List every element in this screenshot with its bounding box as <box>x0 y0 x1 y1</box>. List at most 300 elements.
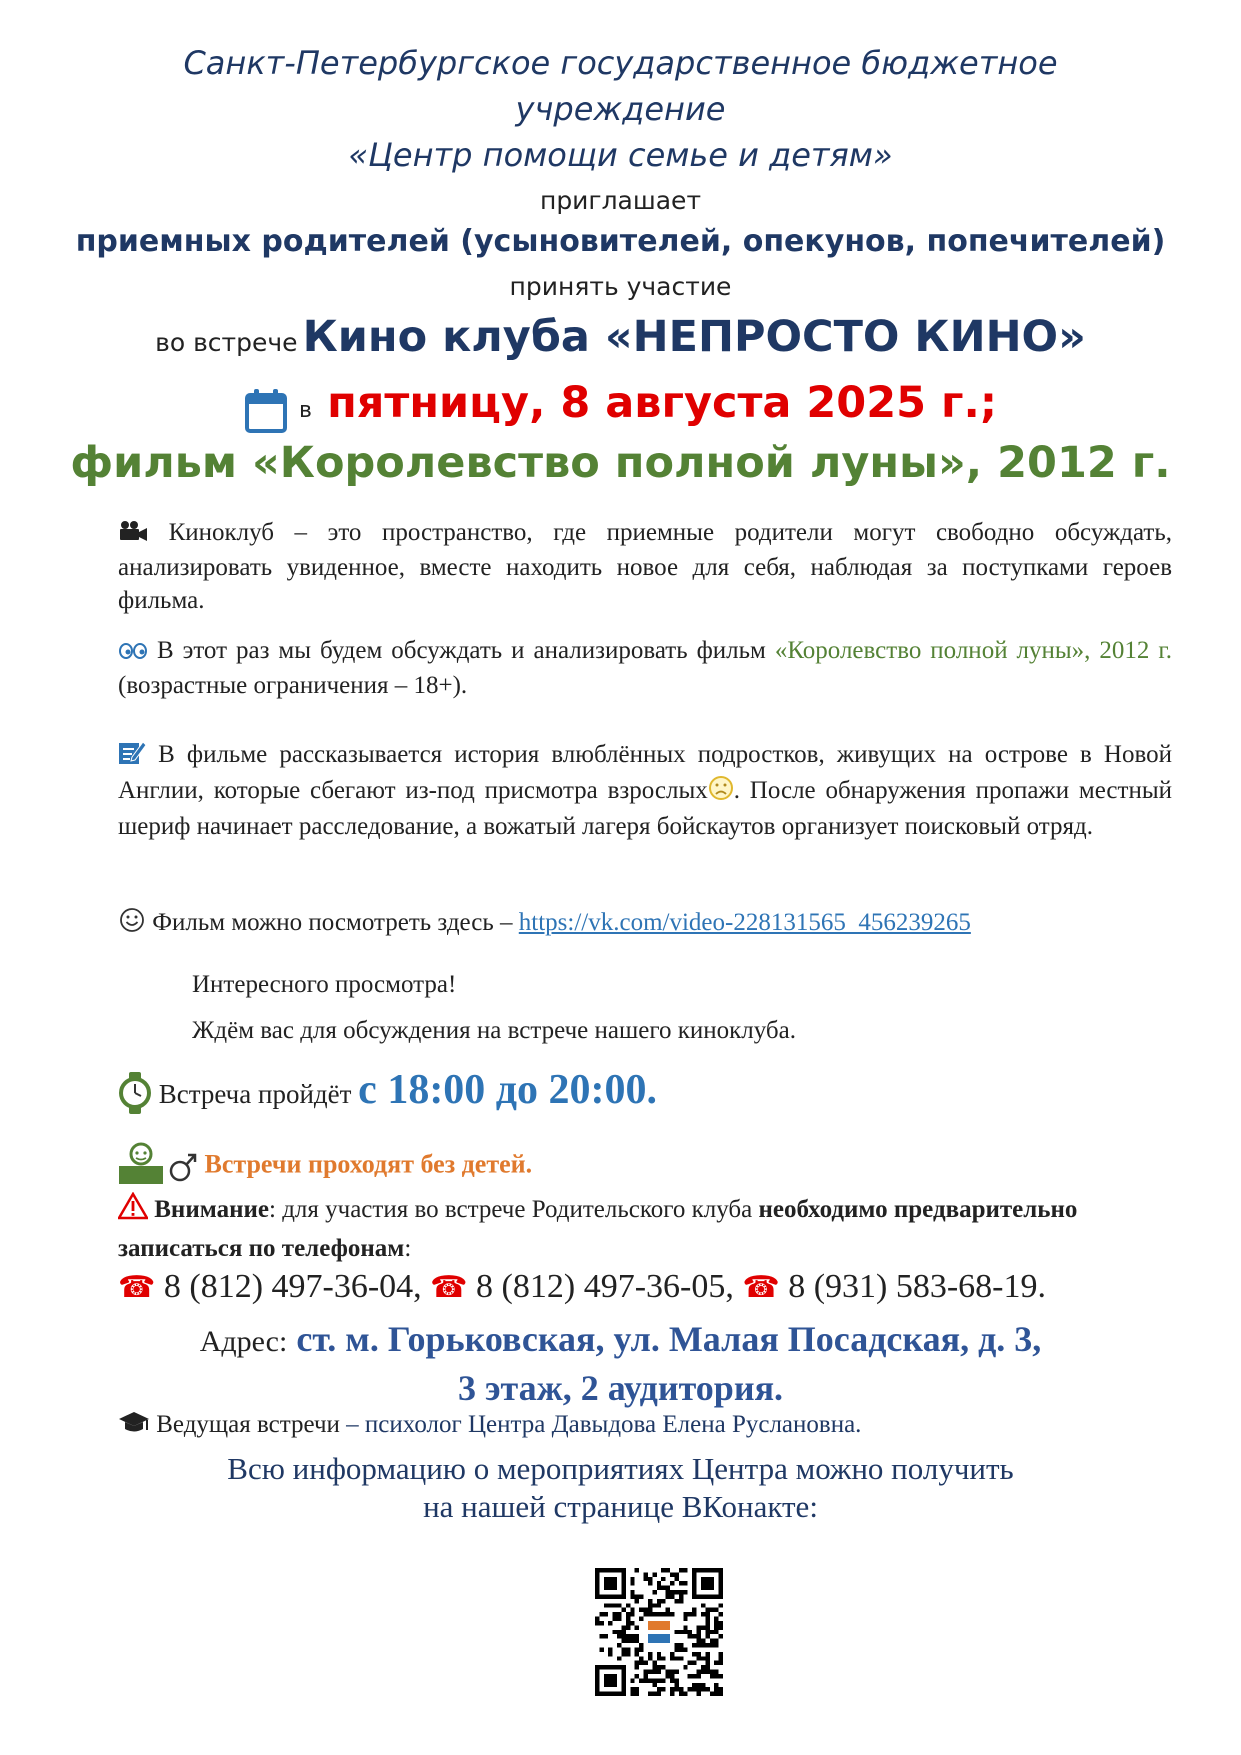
qr-module <box>692 1634 696 1638</box>
qr-module <box>697 1656 701 1660</box>
enjoy-text: Интересного просмотра! <box>192 971 457 998</box>
qr-module <box>595 1621 599 1625</box>
qr-module <box>666 1674 670 1678</box>
qr-module <box>670 1590 674 1594</box>
paragraph-2-end: (возрастные ограничения – 18+). <box>118 671 468 699</box>
qr-module <box>621 1634 625 1638</box>
qr-module <box>630 1590 634 1594</box>
qr-module <box>657 1670 661 1674</box>
qr-module <box>635 1599 639 1603</box>
qr-module <box>617 1643 621 1647</box>
org-line-3: «Центр помощи семье и детям» <box>348 136 893 174</box>
qr-module <box>674 1678 678 1682</box>
qr-module <box>674 1643 678 1647</box>
qr-finder-bottom-left <box>595 1665 626 1696</box>
qr-module <box>719 1692 723 1696</box>
date-prefix: в <box>299 398 312 423</box>
qr-module <box>652 1661 656 1665</box>
qr-module <box>635 1665 639 1669</box>
qr-module <box>679 1687 683 1691</box>
qr-module <box>604 1612 608 1616</box>
qr-module <box>608 1621 612 1625</box>
audience-text: приемных родителей (усыновителей, опекунов, попечителей) <box>75 224 1166 259</box>
qr-module <box>670 1656 674 1660</box>
qr-module <box>644 1572 648 1576</box>
qr-module <box>674 1683 678 1687</box>
qr-module <box>621 1639 625 1643</box>
qr-module <box>710 1630 714 1634</box>
attention-bold-text: необходимо предварительно записаться по телефонам <box>118 1196 1078 1262</box>
qr-module <box>679 1643 683 1647</box>
qr-module <box>639 1617 643 1621</box>
attention-end: : <box>404 1235 412 1262</box>
meeting-name: Кино клуба «НЕПРОСТО КИНО» <box>302 312 1086 362</box>
qr-module <box>705 1630 709 1634</box>
qr-module <box>639 1643 643 1647</box>
qr-module <box>701 1665 705 1669</box>
qr-module <box>701 1612 705 1616</box>
paragraph-cinema-club <box>118 516 1172 617</box>
qr-module <box>714 1692 718 1696</box>
qr-module <box>652 1572 656 1576</box>
no-children-notice <box>118 1140 532 1193</box>
qr-module <box>604 1603 608 1607</box>
qr-module <box>705 1687 709 1691</box>
qr-module <box>630 1621 634 1625</box>
qr-module <box>679 1590 683 1594</box>
participate-text: принять участие <box>509 272 732 301</box>
qr-module <box>705 1643 709 1647</box>
qr-module <box>679 1630 683 1634</box>
qr-module <box>683 1617 687 1621</box>
qr-module <box>719 1621 723 1625</box>
qr-module <box>635 1661 639 1665</box>
qr-module <box>674 1670 678 1674</box>
qr-module <box>604 1634 608 1638</box>
qr-module <box>635 1692 639 1696</box>
time-value: с 18:00 до 20:00. <box>358 1067 658 1113</box>
qr-module <box>692 1674 696 1678</box>
qr-module <box>630 1678 634 1682</box>
calendar-icon <box>244 388 288 438</box>
qr-module <box>661 1612 665 1616</box>
qr-module <box>719 1652 723 1656</box>
attention-notice <box>118 1192 1172 1267</box>
address-line-2: 3 этаж, 2 аудитория. <box>457 1368 784 1408</box>
qr-module <box>621 1647 625 1651</box>
qr-module <box>644 1608 648 1612</box>
video-link[interactable]: https://vk.com/video-228131565_456239265 <box>518 909 971 937</box>
paragraph-4-text: Фильм можно посмотреть здесь – <box>152 909 513 937</box>
address <box>0 1316 1241 1411</box>
qr-module <box>719 1656 723 1660</box>
qr-module <box>626 1621 630 1625</box>
qr-module <box>674 1577 678 1581</box>
qr-module <box>688 1612 692 1616</box>
qr-module <box>666 1590 670 1594</box>
qr-module <box>719 1625 723 1629</box>
org-line-1: Санкт-Петербургское государственное бюджетное <box>183 44 1058 82</box>
qr-module <box>688 1634 692 1638</box>
qr-module <box>630 1639 634 1643</box>
qr-module <box>644 1678 648 1682</box>
qr-module <box>697 1625 701 1629</box>
paragraph-2-film: «Королевство полной луны», 2012 г. <box>774 637 1173 664</box>
qr-module <box>688 1674 692 1678</box>
qr-module <box>670 1692 674 1696</box>
qr-module <box>617 1603 621 1607</box>
qr-module <box>617 1656 621 1660</box>
qr-module <box>710 1670 714 1674</box>
no-children-text: Встречи проходят без детей. <box>204 1149 533 1179</box>
qr-module <box>613 1617 617 1621</box>
qr-module <box>683 1568 687 1572</box>
qr-module <box>714 1630 718 1634</box>
qr-module <box>648 1612 652 1616</box>
meeting-title <box>0 312 1241 362</box>
qr-module <box>652 1683 656 1687</box>
qr-module <box>626 1639 630 1643</box>
qr-module <box>705 1634 709 1638</box>
qr-module <box>683 1590 687 1594</box>
qr-module <box>697 1674 701 1678</box>
qr-module <box>652 1665 656 1669</box>
qr-module <box>644 1674 648 1678</box>
qr-module <box>683 1581 687 1585</box>
qr-module <box>701 1603 705 1607</box>
qr-module <box>710 1674 714 1678</box>
qr-module <box>701 1639 705 1643</box>
qr-module <box>666 1608 670 1612</box>
qr-module <box>608 1647 612 1651</box>
qr-module <box>630 1577 634 1581</box>
qr-module <box>608 1603 612 1607</box>
qr-module <box>630 1692 634 1696</box>
qr-module <box>613 1603 617 1607</box>
qr-module <box>626 1625 630 1629</box>
address-line-2-wrap <box>0 1365 1241 1411</box>
qr-module <box>697 1652 701 1656</box>
qr-module <box>710 1643 714 1647</box>
qr-module <box>657 1656 661 1660</box>
qr-module <box>630 1608 634 1612</box>
qr-module <box>635 1674 639 1678</box>
qr-module <box>599 1647 603 1651</box>
qr-module <box>652 1590 656 1594</box>
qr-module <box>710 1608 714 1612</box>
qr-module <box>701 1687 705 1691</box>
qr-module <box>714 1621 718 1625</box>
qr-module <box>657 1581 661 1585</box>
qr-module <box>617 1612 621 1616</box>
qr-module <box>635 1647 639 1651</box>
qr-module <box>613 1630 617 1634</box>
qr-module <box>697 1634 701 1638</box>
qr-module <box>666 1586 670 1590</box>
qr-module <box>705 1652 709 1656</box>
qr-module <box>705 1625 709 1629</box>
phone-icon: ☎ <box>118 1271 156 1304</box>
meeting-prefix: во встрече <box>155 328 298 357</box>
qr-module <box>661 1656 665 1660</box>
qr-module <box>719 1661 723 1665</box>
qr-module <box>621 1625 625 1629</box>
qr-module <box>705 1617 709 1621</box>
qr-module <box>670 1581 674 1585</box>
eyes-icon <box>118 636 148 669</box>
host-text: – психолог Центра Давыдова Елена Руслановна. <box>346 1411 862 1439</box>
qr-module <box>635 1625 639 1629</box>
qr-module <box>692 1643 696 1647</box>
qr-module <box>719 1674 723 1678</box>
qr-module <box>639 1647 643 1651</box>
qr-module <box>630 1634 634 1638</box>
qr-module <box>670 1572 674 1576</box>
qr-module <box>705 1608 709 1612</box>
qr-module <box>697 1670 701 1674</box>
film-title: фильм «Королевство полной луны», 2012 г. <box>70 438 1171 488</box>
paragraph-discussion <box>118 634 1172 702</box>
qr-module <box>648 1692 652 1696</box>
qr-module <box>705 1665 709 1669</box>
qr-module <box>648 1656 652 1660</box>
qr-module <box>714 1643 718 1647</box>
qr-module <box>635 1594 639 1598</box>
qr-module <box>644 1612 648 1616</box>
qr-module <box>714 1683 718 1687</box>
address-line-1-wrap <box>0 1316 1241 1365</box>
qr-module <box>635 1634 639 1638</box>
qr-module <box>599 1612 603 1616</box>
qr-module <box>683 1647 687 1651</box>
invites-text: приглашает <box>539 186 702 215</box>
paragraph-2-start: В этот раз мы будем обсуждать и анализировать фильм <box>156 637 766 664</box>
qr-module <box>674 1630 678 1634</box>
family-icon <box>118 1140 198 1193</box>
qr-module <box>701 1625 705 1629</box>
qr-module <box>701 1656 705 1660</box>
qr-module <box>630 1687 634 1691</box>
paragraph-3-part-b: . После обнаружения пропажи местный шериф начинает расследование, а вожатый лагеря бойскаутов организует поисковый отряд. <box>118 776 1172 840</box>
qr-module <box>630 1581 634 1585</box>
qr-module <box>683 1665 687 1669</box>
qr-module <box>666 1670 670 1674</box>
qr-module <box>670 1652 674 1656</box>
vk-info <box>0 1450 1241 1526</box>
qr-module <box>621 1608 625 1612</box>
qr-module <box>701 1683 705 1687</box>
qr-module <box>670 1678 674 1682</box>
qr-module <box>697 1687 701 1691</box>
qr-module <box>657 1603 661 1607</box>
qr-module <box>679 1647 683 1651</box>
phone-number-1[interactable]: 8 (812) 497-36-04, <box>163 1268 422 1305</box>
address-line-1: ст. м. Горьковская, ул. Малая Посадская, д. 3, <box>296 1319 1042 1359</box>
phone-number-2[interactable]: 8 (812) 497-36-05, <box>476 1268 734 1305</box>
qr-module <box>719 1603 723 1607</box>
qr-module <box>674 1572 678 1576</box>
phone-number-3[interactable]: 8 (931) 583-68-19. <box>788 1268 1047 1305</box>
qr-module <box>648 1652 652 1656</box>
qr-module <box>714 1625 718 1629</box>
qr-module <box>679 1581 683 1585</box>
address-label: Адрес: <box>199 1325 288 1358</box>
qr-module <box>648 1670 652 1674</box>
qr-module <box>661 1586 665 1590</box>
qr-module <box>639 1594 643 1598</box>
qr-module <box>617 1617 621 1621</box>
qr-module <box>697 1692 701 1696</box>
phone-icon: ☎ <box>430 1271 468 1304</box>
qr-module <box>644 1577 648 1581</box>
watch-icon <box>118 1072 152 1121</box>
sad-face-icon <box>708 775 734 810</box>
qr-module <box>679 1599 683 1603</box>
qr-module <box>688 1687 692 1691</box>
qr-module <box>635 1568 639 1572</box>
invitation-text: Ждём вас для обсуждения на встрече нашего киноклуба. <box>192 1017 796 1044</box>
qr-module <box>697 1643 701 1647</box>
qr-module <box>657 1586 661 1590</box>
qr-module <box>648 1608 652 1612</box>
qr-module <box>595 1617 599 1621</box>
phone-list <box>118 1268 1046 1306</box>
paragraph-3-part-a: В фильме рассказывается история влюблённых подростков, живущих на острове в Новой Англии, которые сбегают из-под присмотра взрослых <box>118 741 1172 804</box>
qr-module <box>697 1683 701 1687</box>
qr-module <box>674 1687 678 1691</box>
qr-module <box>705 1621 709 1625</box>
qr-module <box>705 1661 709 1665</box>
qr-module <box>692 1687 696 1691</box>
qr-module <box>652 1603 656 1607</box>
qr-module <box>661 1678 665 1682</box>
host-label: Ведущая встречи <box>156 1411 340 1439</box>
qr-module <box>648 1577 652 1581</box>
time-prefix: Встреча пройдёт <box>158 1079 352 1109</box>
qr-module <box>626 1634 630 1638</box>
qr-module <box>701 1670 705 1674</box>
qr-module <box>639 1656 643 1660</box>
info-line-2: на нашей странице ВКонакте: <box>423 1489 818 1524</box>
paragraph-watch-link <box>118 906 1172 943</box>
qr-module <box>679 1656 683 1660</box>
qr-module <box>714 1661 718 1665</box>
qr-module <box>661 1687 665 1691</box>
org-line-2: учреждение <box>515 90 726 128</box>
qr-module <box>714 1674 718 1678</box>
qr-module <box>648 1581 652 1585</box>
qr-finder-top-right <box>692 1568 723 1599</box>
qr-module <box>674 1647 678 1651</box>
meeting-date <box>0 378 1241 438</box>
qr-module <box>688 1661 692 1665</box>
qr-module <box>692 1612 696 1616</box>
attention-text: : для участия во встрече Родительского клуба <box>269 1196 753 1224</box>
qr-module <box>679 1594 683 1598</box>
qr-module <box>599 1621 603 1625</box>
movie-camera-icon <box>118 518 148 551</box>
qr-module <box>692 1652 696 1656</box>
qr-module <box>666 1568 670 1572</box>
qr-module <box>652 1692 656 1696</box>
qr-module <box>714 1639 718 1643</box>
graduation-cap-icon <box>118 1410 150 1443</box>
qr-module <box>630 1612 634 1616</box>
qr-module <box>644 1661 648 1665</box>
qr-module <box>657 1599 661 1603</box>
organization-name <box>0 40 1241 178</box>
qr-module <box>652 1670 656 1674</box>
qr-module <box>666 1612 670 1616</box>
qr-module <box>688 1630 692 1634</box>
qr-module <box>679 1692 683 1696</box>
qr-module <box>719 1612 723 1616</box>
qr-module <box>613 1612 617 1616</box>
qr-module <box>714 1687 718 1691</box>
qr-module <box>714 1617 718 1621</box>
memo-icon <box>118 739 146 774</box>
qr-module <box>705 1656 709 1660</box>
qr-module <box>692 1661 696 1665</box>
qr-module <box>714 1670 718 1674</box>
qr-module <box>710 1692 714 1696</box>
qr-module <box>719 1687 723 1691</box>
qr-module <box>666 1594 670 1598</box>
qr-module <box>648 1599 652 1603</box>
qr-module <box>648 1603 652 1607</box>
qr-module <box>639 1678 643 1682</box>
qr-module <box>617 1630 621 1634</box>
qr-module <box>697 1639 701 1643</box>
qr-module <box>661 1599 665 1603</box>
qr-module <box>621 1652 625 1656</box>
qr-module <box>661 1577 665 1581</box>
warning-icon <box>118 1192 148 1231</box>
qr-module <box>626 1647 630 1651</box>
qr-module <box>657 1652 661 1656</box>
qr-module <box>674 1590 678 1594</box>
attention-label: Внимание <box>154 1196 269 1224</box>
meeting-host <box>118 1410 861 1443</box>
qr-module <box>635 1652 639 1656</box>
date-text: пятницу, 8 августа 2025 г.; <box>327 378 998 428</box>
qr-module <box>635 1639 639 1643</box>
qr-module <box>692 1683 696 1687</box>
qr-module <box>674 1599 678 1603</box>
qr-module <box>670 1687 674 1691</box>
qr-module <box>657 1687 661 1691</box>
qr-module <box>670 1594 674 1598</box>
paragraph-plot <box>118 738 1172 843</box>
meeting-time <box>118 1066 657 1121</box>
qr-module <box>617 1634 621 1638</box>
qr-module <box>683 1612 687 1616</box>
qr-code[interactable] <box>595 1568 723 1696</box>
qr-module <box>701 1643 705 1647</box>
qr-module <box>670 1612 674 1616</box>
qr-module <box>692 1608 696 1612</box>
qr-module <box>714 1608 718 1612</box>
qr-module <box>626 1652 630 1656</box>
info-line-1: Всю информацию о мероприятиях Центра можно получить <box>227 1451 1014 1486</box>
qr-module <box>657 1692 661 1696</box>
qr-module <box>639 1661 643 1665</box>
qr-module <box>657 1612 661 1616</box>
qr-module <box>683 1630 687 1634</box>
qr-module <box>670 1670 674 1674</box>
qr-finder-top-left <box>595 1568 626 1599</box>
qr-module <box>657 1678 661 1682</box>
